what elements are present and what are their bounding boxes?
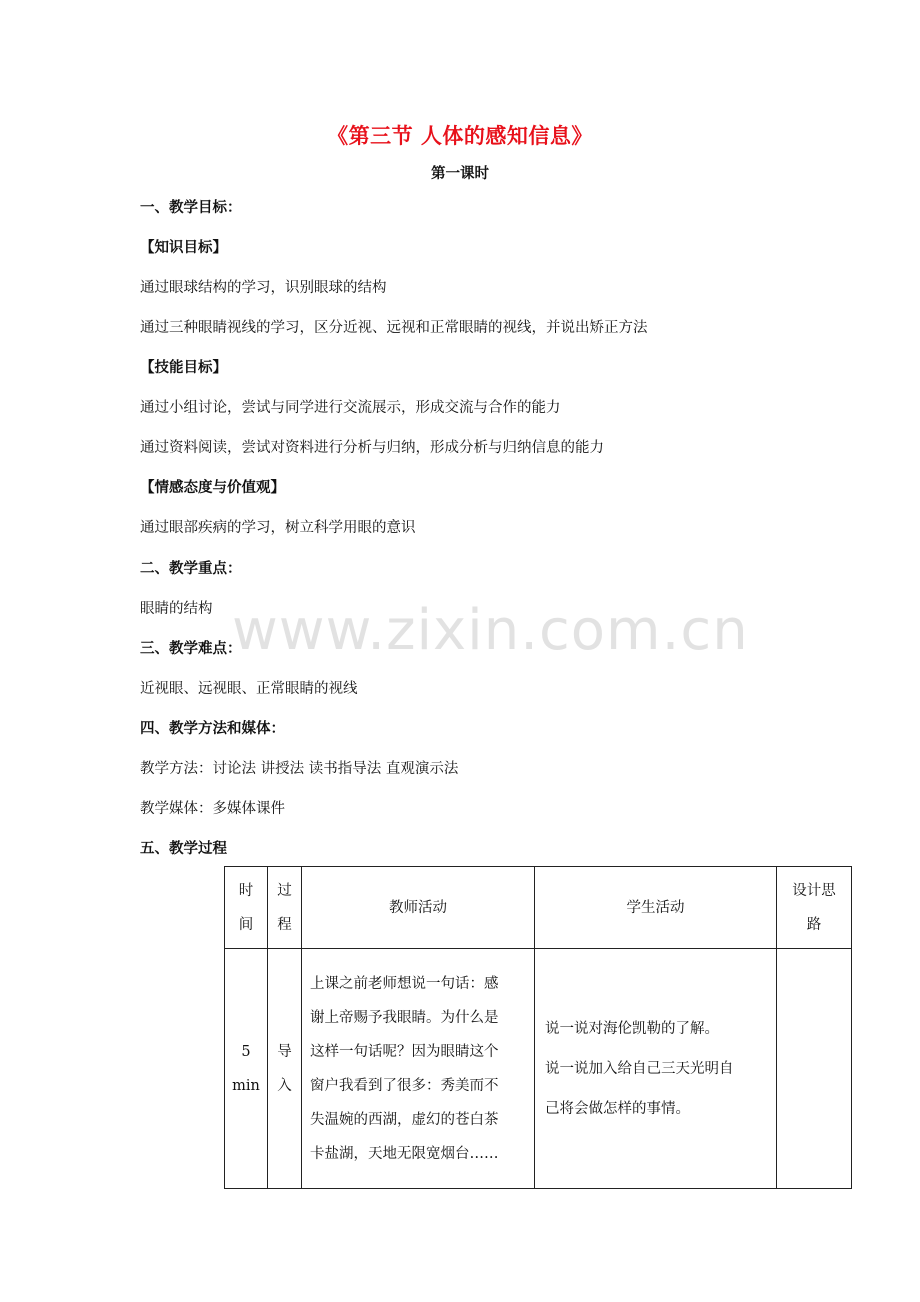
teacher-line: 谢上帝赐予我眼睛。为什么是: [310, 1009, 499, 1026]
header-design: [777, 867, 852, 949]
row-student-cell: [535, 949, 777, 1189]
difficult-heading: 三、教学难点：: [140, 640, 242, 657]
header-design-line-2: 路: [806, 916, 822, 933]
row-step-cell: [268, 949, 302, 1189]
skill-item-2: 通过资料阅读，尝试对资料进行分析与归纳，形成分析与归纳信息的能力: [140, 440, 604, 456]
media-item-1: 教学媒体：多媒体课件: [140, 801, 285, 817]
watermark: www.zixin.com.cn: [232, 598, 749, 663]
header-step: [268, 867, 302, 949]
row-step-line-1: 导: [277, 1043, 292, 1060]
student-line: 己将会做怎样的事情。: [545, 1100, 690, 1117]
teacher-line: 这样一句话呢？因为眼睛这个: [310, 1043, 499, 1060]
page-subtitle: 第一课时: [431, 165, 489, 182]
student-line: 说一说加入给自己三天光明自: [545, 1060, 734, 1077]
header-time-line-2: 间: [238, 916, 254, 933]
row-design-cell: [777, 949, 852, 1189]
method-heading: 四、教学方法和媒体：: [140, 720, 285, 737]
row-time-cell: [225, 949, 268, 1189]
process-heading: 五、教学过程: [140, 840, 227, 857]
table-row: [225, 949, 852, 1189]
teacher-line: 上课之前老师想说一句话：感: [310, 975, 499, 992]
student-line: 说一说对海伦凯勒的了解。: [545, 1020, 719, 1037]
header-step-line-1: 过: [277, 882, 292, 899]
goals-heading: 一、教学目标：: [140, 199, 242, 216]
teacher-line: 失温婉的西湖，虚幻的苍白茶: [310, 1111, 499, 1128]
knowledge-heading: 【知识目标】: [140, 239, 227, 256]
header-teacher: 教师活动: [302, 867, 535, 949]
table-header-row: [225, 867, 852, 949]
knowledge-item-2: 通过三种眼睛视线的学习，区分近视、远视和正常眼睛的视线，并说出矫正方法: [140, 320, 648, 336]
header-step-line-2: 程: [277, 916, 292, 933]
row-teacher-cell: [302, 949, 535, 1189]
row-time-line-1: 5: [241, 1043, 251, 1060]
emotion-item-1: 通过眼部疾病的学习，树立科学用眼的意识: [140, 520, 416, 536]
header-design-line-1: 设计思: [792, 882, 836, 899]
emotion-heading: 【情感态度与价值观】: [140, 479, 285, 496]
key-item-1: 眼睛的结构: [140, 601, 213, 617]
header-time: [225, 867, 268, 949]
method-item-1: 教学方法：讨论法 讲授法 读书指导法 直观演示法: [140, 761, 459, 777]
header-time-line-1: 时: [238, 882, 254, 899]
teacher-line: 窗户我看到了很多：秀美而不: [310, 1077, 499, 1094]
difficult-item-1: 近视眼、远视眼、正常眼睛的视线: [140, 681, 358, 697]
page-title: 《第三节 人体的感知信息》: [327, 123, 593, 148]
skill-heading: 【技能目标】: [140, 359, 227, 376]
key-heading: 二、教学重点：: [140, 560, 242, 577]
knowledge-item-1: 通过眼球结构的学习，识别眼球的结构: [140, 280, 387, 296]
skill-item-1: 通过小组讨论，尝试与同学进行交流展示，形成交流与合作的能力: [140, 400, 561, 416]
row-time-line-2: min: [232, 1077, 260, 1094]
process-table: [224, 866, 852, 1189]
teacher-line: 卡盐湖，天地无限宽烟台……: [310, 1145, 499, 1162]
row-step-line-2: 入: [277, 1077, 292, 1094]
header-student: 学生活动: [535, 867, 777, 949]
